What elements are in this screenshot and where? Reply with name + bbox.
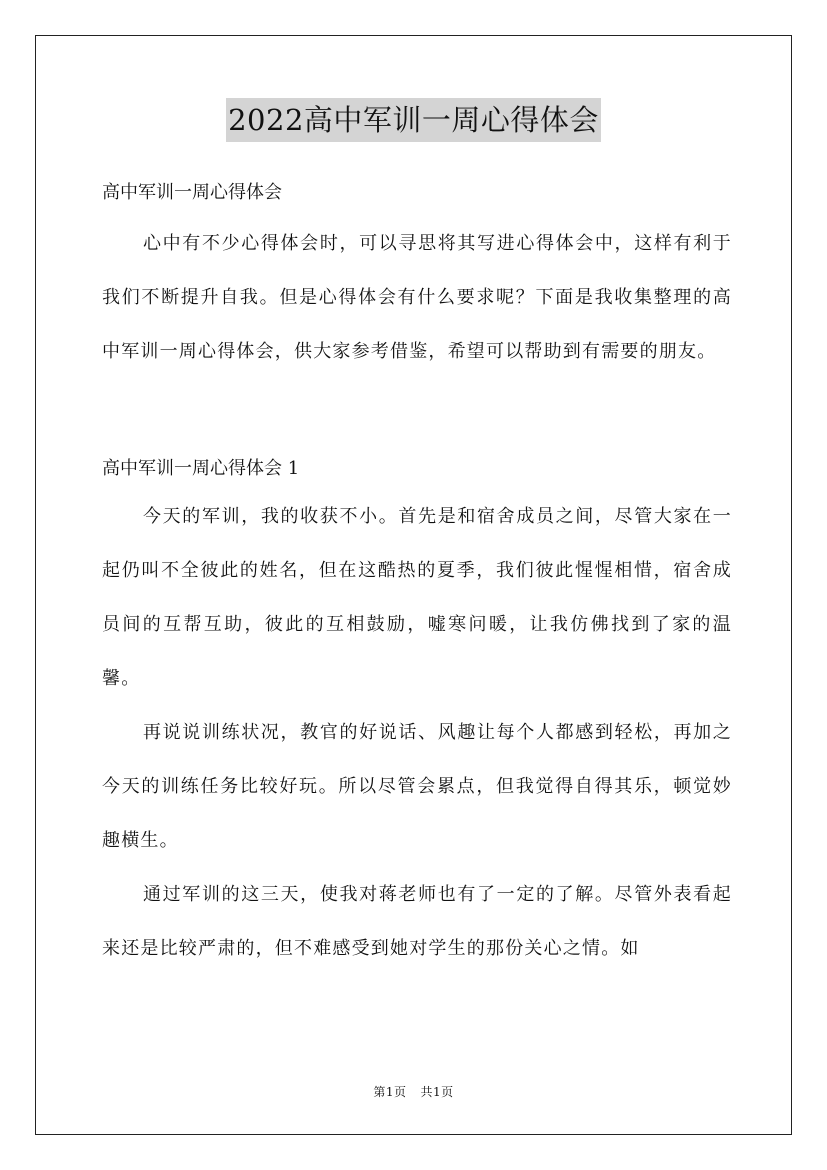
document-body <box>102 172 732 976</box>
document-title <box>0 98 827 142</box>
section-heading: 高中军训一周心得体会 1 <box>102 458 300 479</box>
body-paragraph: 今天的军训，我的收获不小。首先是和宿舍成员之间，尽管大家在一起仍叫不全彼此的姓名，但在这酷热的夏季，我们彼此惺惺相惜，宿舍成员间的互帮互助，彼此的互相鼓励，嘘寒问暖，让我仿佛找到了家的温馨。 <box>102 506 732 689</box>
page-total: 共1页 <box>420 1085 454 1099</box>
page-footer <box>0 1082 827 1102</box>
page-number: 第1页 <box>373 1085 407 1099</box>
body-paragraph: 通过军训的这三天，使我对蒋老师也有了一定的了解。尽管外表看起来还是比较严肃的，但不难感受到她对学生的那份关心之情。如 <box>102 884 732 959</box>
intro-paragraph: 心中有不少心得体会时，可以寻思将其写进心得体会中，这样有利于我们不断提升自我。但是心得体会有什么要求呢？下面是我收集整理的高中军训一周心得体会，供大家参考借鉴，希望可以帮助到有需要的朋友。 <box>102 233 732 362</box>
body-paragraph: 再说说训练状况，教官的好说话、风趣让每个人都感到轻松，再加之今天的训练任务比较好玩。所以尽管会累点，但我觉得自得其乐，顿觉妙趣横生。 <box>102 722 732 851</box>
document-subtitle: 高中军训一周心得体会 <box>102 182 282 203</box>
document-title-text: 2022高中军训一周心得体会 <box>226 98 601 142</box>
